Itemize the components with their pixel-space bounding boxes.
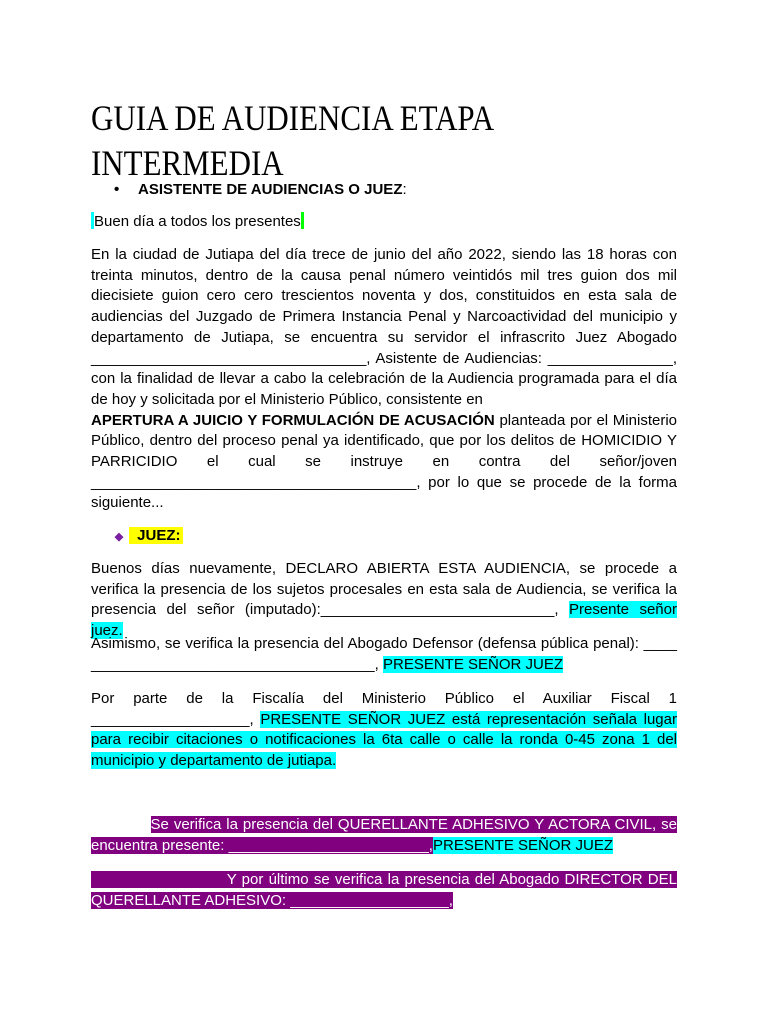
present-response-prosecutor: PRESENTE SEÑOR JUEZ está representación señala lugar para recibir citaciones o notificaciones la 6ta calle o calle la ronda 0-45 zona 1 del municipio y departamento de jutiapa. bbox=[91, 710, 677, 770]
judge-paragraph bbox=[91, 559, 677, 642]
opening-text-b: planteada por el Ministerio Público, dentro del proceso penal ya identificado, que por los delitos de HOMICIDIO Y PARRICIDIO el cual se instruye en contra del señor/joven _______________________________________, por lo que se procede de la forma siguiente... bbox=[91, 411, 677, 512]
arrow-bullet-icon: ◆ bbox=[114, 531, 124, 543]
opening-paragraph bbox=[91, 245, 677, 514]
present-response-imputado: Presente señor juez. bbox=[91, 601, 677, 640]
defense-paragraph bbox=[91, 634, 677, 675]
document-title: GUIA DE AUDIENCIA ETAPA INTERMEDIA bbox=[91, 98, 493, 183]
bullet-heading: ASISTENTE DE AUDIENCIAS O JUEZ: bbox=[138, 181, 407, 198]
bullet-heading-row bbox=[91, 180, 677, 200]
director-paragraph bbox=[91, 870, 677, 911]
plaintiff-paragraph bbox=[91, 815, 677, 856]
present-response-plaintiff: PRESENTE SEÑOR JUEZ bbox=[432, 836, 614, 854]
defense-text: Asimismo, se verifica la presencia del Abogado Defensor (defensa pública penal): ____ __________________________________, bbox=[91, 635, 677, 673]
judge-heading: JUEZ: bbox=[129, 527, 182, 544]
greeting-paragraph bbox=[91, 212, 677, 233]
judge-heading-row bbox=[91, 526, 677, 547]
director-text: Y por último se verifica la presencia del Abogado DIRECTOR DEL QUERELLANTE ADHESIVO: ___________________, bbox=[91, 871, 677, 909]
opening-text-a: En la ciudad de Jutiapa del día trece de junio del año 2022, siendo las 18 horas con treinta minutos, dentro de la causa penal número veintidós mil tres guion dos mil diecisiete guion cero cero trescientos noventa y dos, constituidos en esta sala de audiencias del Juzgado de Primera Instancia Penal y Narcoactividad del municipio y departamento de Jutiapa, se encuentra su servidor el infrascrito Juez Abogado _________________________________, Asistente de Audiencias: _______________, con la finalidad de llevar a cabo la celebración de la Audiencia programada para el día de hoy y solicitada por el Ministerio Público, consistente en bbox=[91, 246, 677, 408]
hearing-type: APERTURA A JUICIO Y FORMULACIÓN DE ACUSACIÓN bbox=[91, 411, 495, 429]
bullet-dot-icon: • bbox=[114, 181, 120, 198]
prosecutor-text: Por parte de la Fiscalía del Ministerio Público el Auxiliar Fiscal 1 ___________________, bbox=[91, 690, 677, 728]
highlight-marker-end bbox=[301, 212, 304, 229]
plaintiff-text: Se verifica la presencia del QUERELLANTE ADHESIVO Y ACTORA CIVIL, se encuentra presente: ________________________, bbox=[91, 816, 677, 854]
prosecutor-paragraph bbox=[91, 689, 677, 772]
judge-text: Buenos días nuevamente, DECLARO ABIERTA ESTA AUDIENCIA, se procede a verifica la presencia de los sujetos procesales en esta sala de Audiencia, se verifica la presencia del señor (imputado):____________________________, bbox=[91, 560, 677, 619]
greeting-text: Buen día a todos los presentes bbox=[94, 213, 301, 230]
present-response-defense: PRESENTE SEÑOR JUEZ bbox=[382, 655, 564, 673]
